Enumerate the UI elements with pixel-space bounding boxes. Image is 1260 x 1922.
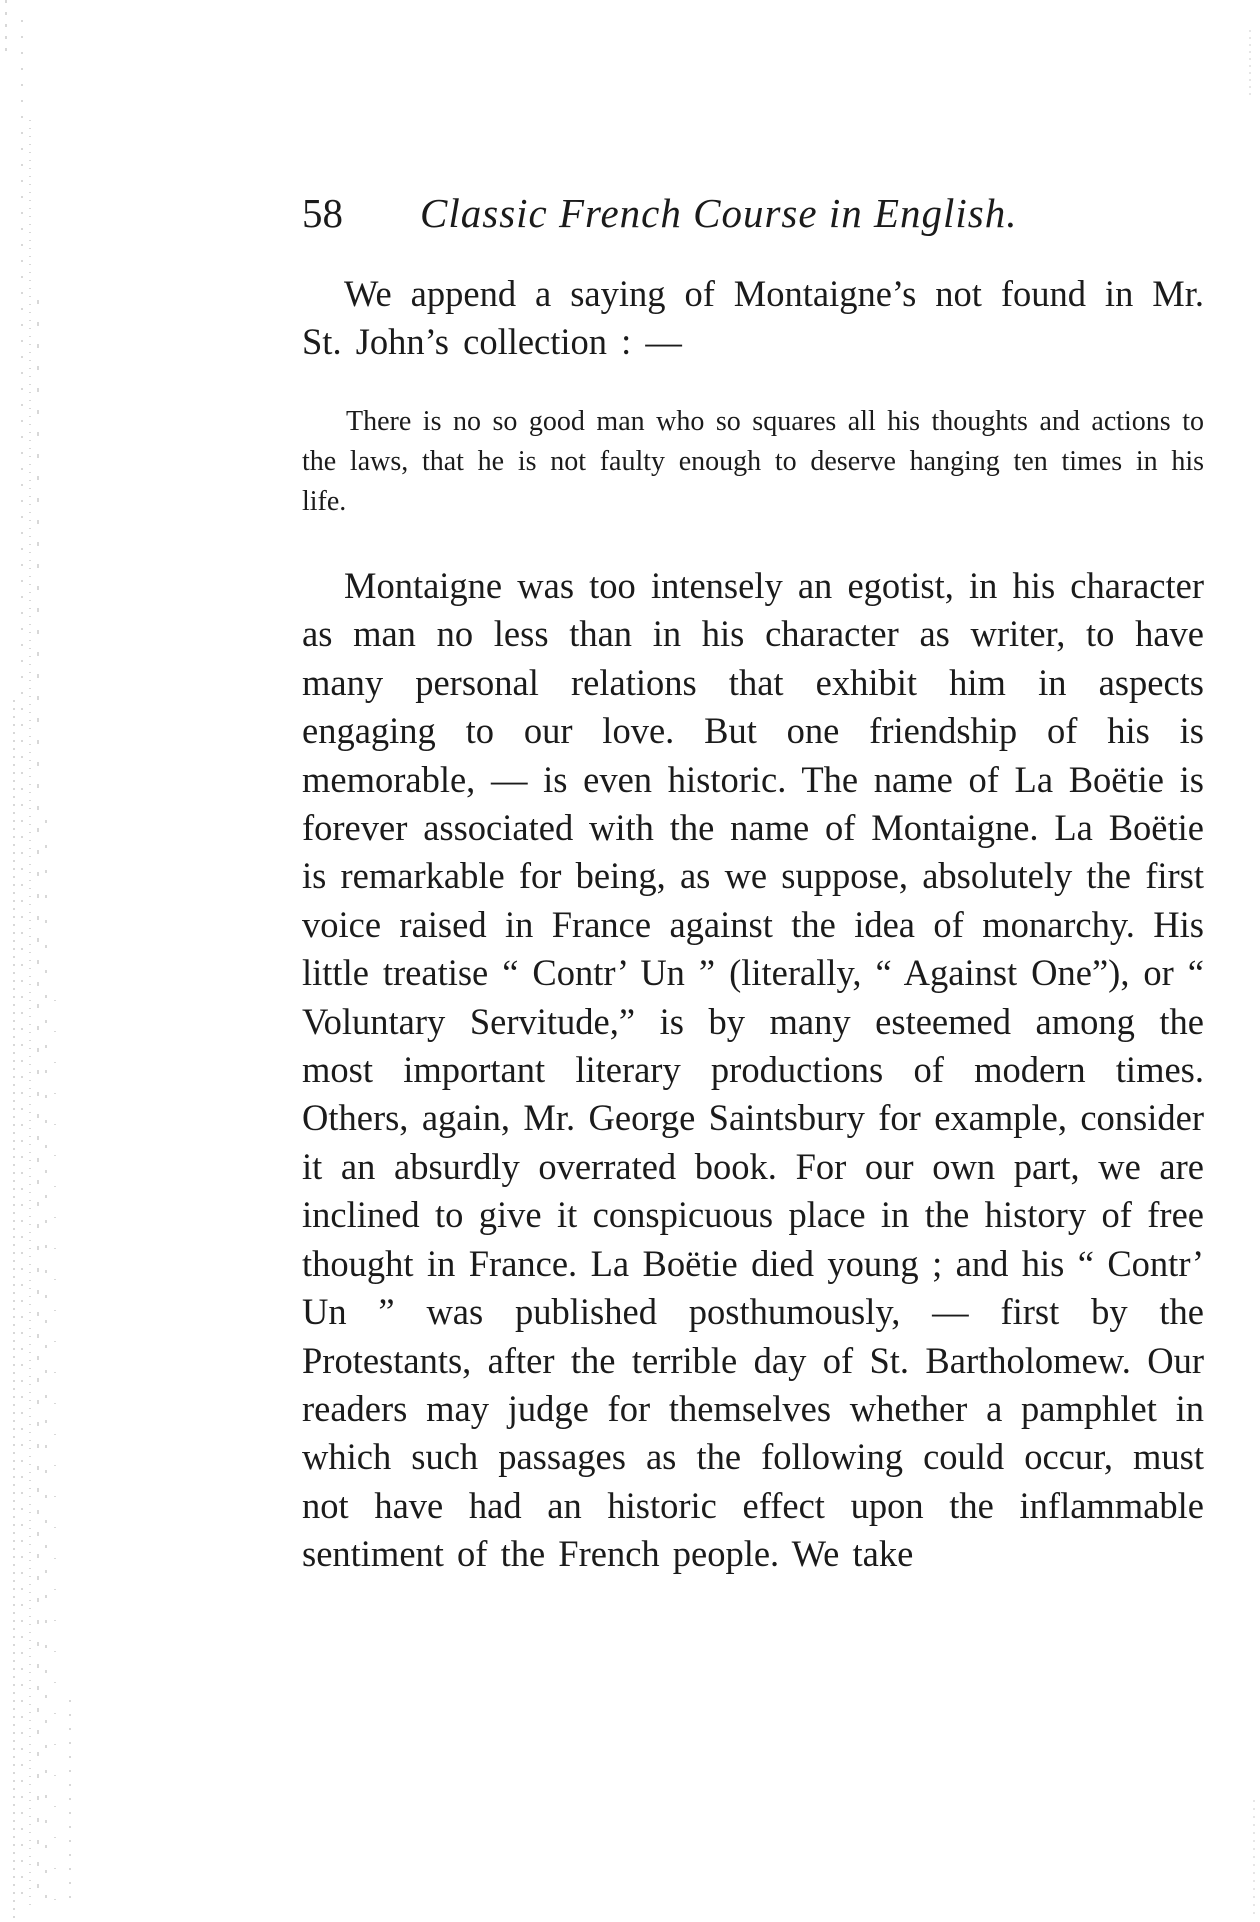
- scan-edge-right: [1230, 0, 1260, 1922]
- scan-edge-left: [0, 0, 90, 1922]
- quote-text: There is no so good man who so squares all his thoughts and actions to the laws, that he is not faulty enough to deserve hanging ten times in his life.: [302, 406, 1204, 517]
- body-text: Montaigne was too intensely an egotist, in his character as man no less than in his character as writer, to have many personal relations that exhibit him in aspects engaging to our love. But one friendship of his is memorable, — is even historic. The name of La Boëtie is forever associated with the name of Montaigne. La Boëtie is remarkable for being, as we suppose, absolutely the first voice raised in France against the idea of monarchy. His little treatise “ Contr’ Un ” (literally, “ Against One”), or “ Voluntary Servitude,” is by many esteemed among the most important literary productions of modern times. Others, again, Mr. George Saintsbury for example, consider it an absurdly overrated book. For our own part, we are inclined to give it conspicuous place in the history of free thought in France. La Boëtie died young ; and his “ Contr’ Un ” was published posthumously, — first by the Protestants, after the terrible day of St. Bartholomew. Our readers may judge for themselves whether a pamphlet in which such passages as the following could occur, must not have had an historic effect upon the inflammable sentiment of the French people. We take: [302, 565, 1204, 1575]
- body-paragraph: [302, 562, 1204, 1579]
- running-title: Classic French Course in English.: [420, 190, 1018, 236]
- page-number: 58: [302, 190, 343, 236]
- running-header: [302, 188, 1202, 238]
- intro-text: We append a saying of Montaigne’s not found in Mr. St. John’s collection : —: [302, 273, 1204, 362]
- block-quote: [302, 402, 1204, 522]
- intro-paragraph: [302, 270, 1204, 366]
